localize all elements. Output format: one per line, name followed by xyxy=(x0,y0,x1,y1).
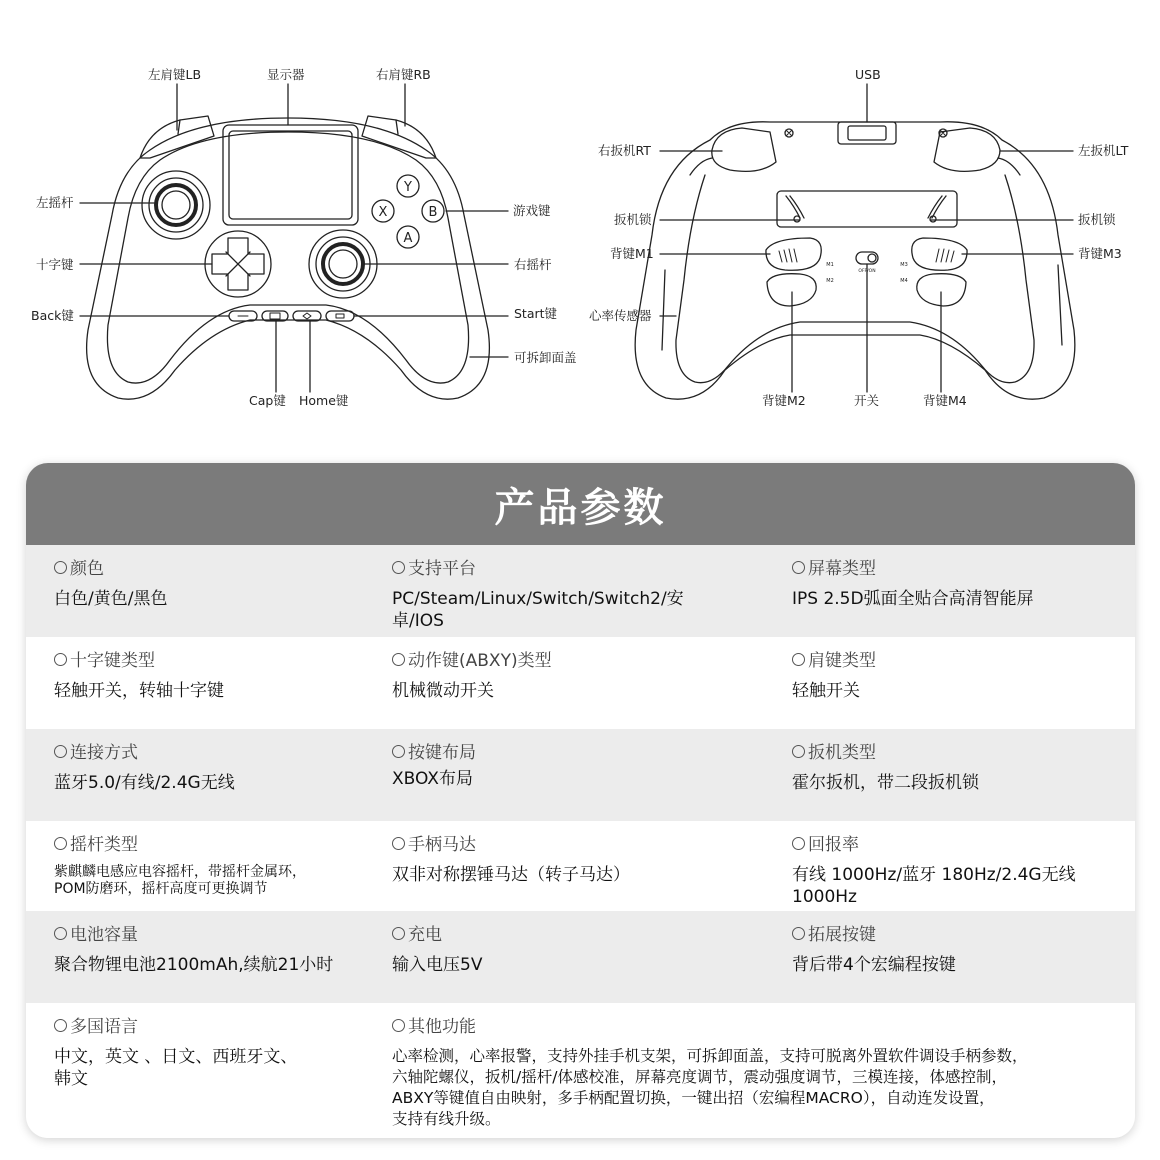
faceplate-label: 可拆卸面盖 xyxy=(514,350,577,365)
circle-bullet-icon xyxy=(792,837,805,850)
spec-label-text: 十字键类型 xyxy=(70,651,155,671)
spec-value: 蓝牙5.0/有线/2.4G无线 xyxy=(54,773,235,793)
spec-value: 霍尔扳机，带二段扳机锁 xyxy=(792,773,979,793)
spec-label-text: 手柄马达 xyxy=(408,835,476,855)
circle-bullet-icon xyxy=(392,653,405,666)
spec-label xyxy=(392,924,732,946)
rb-label: 右肩键RB xyxy=(376,67,431,82)
controller-drawings xyxy=(0,0,1160,430)
home-button-label: Home键 xyxy=(299,393,349,408)
spec-cell xyxy=(792,821,1122,908)
dpad-label: 十字键 xyxy=(36,257,74,272)
circle-bullet-icon xyxy=(54,561,67,574)
trigger-lock-right-label: 扳机锁 xyxy=(1078,212,1116,227)
spec-table xyxy=(26,545,1135,1138)
m1-small-label: M1 xyxy=(826,262,834,268)
power-switch-label: 开关 xyxy=(854,393,880,408)
spec-cell xyxy=(792,911,1122,976)
m4-label: 背键M4 xyxy=(923,393,967,408)
spec-value: 输入电压5V xyxy=(392,955,483,975)
usb-label: USB xyxy=(855,67,881,82)
spec-cell xyxy=(792,637,1122,702)
right-stick-label: 右摇杆 xyxy=(514,257,552,272)
game-keys-label: 游戏键 xyxy=(513,203,551,218)
spec-value: 双非对称摆锤马达（转子马达） xyxy=(392,865,630,885)
start-button-label: Start键 xyxy=(514,306,558,321)
m2-small-label: M2 xyxy=(826,278,834,284)
spec-label xyxy=(392,1016,1092,1038)
spec-value: 白色/黄色/黑色 xyxy=(54,589,168,609)
spec-value: 有线 1000Hz/蓝牙 180Hz/2.4G无线 1000Hz xyxy=(792,865,1076,907)
face-button-a-label: A xyxy=(403,231,413,246)
lt-label: 左扳机LT xyxy=(1078,143,1129,158)
face-button-b-label: B xyxy=(428,205,438,220)
controller-diagram xyxy=(0,0,1160,430)
cap-button-label: Cap键 xyxy=(249,393,286,408)
lb-label: 左肩键LB xyxy=(148,67,202,82)
back-controller xyxy=(635,122,1075,399)
spec-label-text: 充电 xyxy=(408,925,442,945)
face-button-y-label: Y xyxy=(404,180,412,195)
circle-bullet-icon xyxy=(392,745,405,758)
spec-value: 机械微动开关 xyxy=(392,681,494,701)
spec-row xyxy=(26,729,1135,821)
circle-bullet-icon xyxy=(54,837,67,850)
spec-label-text: 支持平台 xyxy=(408,559,476,579)
circle-bullet-icon xyxy=(54,1019,67,1032)
m4-small-label: M4 xyxy=(900,278,908,284)
spec-label xyxy=(54,650,394,672)
spec-value: PC/Steam/Linux/Switch/Switch2/安卓/IOS xyxy=(392,589,684,631)
spec-row xyxy=(26,637,1135,729)
spec-cell xyxy=(54,729,394,794)
spec-label-text: 颜色 xyxy=(70,559,104,579)
spec-value: 背后带4个宏编程按键 xyxy=(792,955,956,975)
back-button-label: Back键 xyxy=(31,308,74,323)
spec-cell xyxy=(392,1003,1092,1130)
spec-label-text: 回报率 xyxy=(808,835,859,855)
spec-label-text: 屏幕类型 xyxy=(808,559,876,579)
spec-cell xyxy=(392,729,732,790)
m3-label: 背键M3 xyxy=(1078,246,1122,261)
spec-label xyxy=(792,650,1122,672)
m1-label: 背键M1 xyxy=(610,246,654,261)
circle-bullet-icon xyxy=(792,561,805,574)
spec-label-text: 肩键类型 xyxy=(808,651,876,671)
spec-row xyxy=(26,821,1135,911)
spec-title: 产品参数 xyxy=(494,484,667,531)
switch-small-label: OFF/ON xyxy=(858,269,876,274)
spec-label-text: 电池容量 xyxy=(70,925,138,945)
spec-label xyxy=(392,558,732,580)
spec-label-text: 拓展按键 xyxy=(808,925,876,945)
left-stick-label: 左摇杆 xyxy=(36,195,74,210)
m3-small-label: M3 xyxy=(900,262,908,268)
spec-label-text: 多国语言 xyxy=(70,1017,138,1037)
spec-value: 中文，英文 、日文、西班牙文、 韩文 xyxy=(54,1047,298,1089)
spec-value: 紫麒麟电感应电容摇杆，带摇杆金属环， POM防磨环，摇杆高度可更换调节 xyxy=(54,864,306,897)
spec-label-text: 动作键(ABXY)类型 xyxy=(408,651,552,671)
front-controller xyxy=(87,116,490,399)
spec-label-text: 其他功能 xyxy=(408,1017,476,1037)
circle-bullet-icon xyxy=(792,653,805,666)
spec-label xyxy=(392,742,732,764)
spec-cell xyxy=(54,1003,394,1090)
spec-value: 轻触开关 xyxy=(792,681,860,701)
spec-row xyxy=(26,1003,1135,1138)
spec-label xyxy=(392,834,732,856)
circle-bullet-icon xyxy=(392,1019,405,1032)
spec-cell xyxy=(392,637,732,702)
spec-label-text: 摇杆类型 xyxy=(70,835,138,855)
spec-value: 聚合物锂电池2100mAh,续航21小时 xyxy=(54,955,334,975)
circle-bullet-icon xyxy=(54,653,67,666)
spec-label-text: 连接方式 xyxy=(70,743,138,763)
spec-value: XBOX布局 xyxy=(392,769,473,789)
spec-value: 轻触开关，转轴十字键 xyxy=(54,681,224,701)
spec-value: 心率检测，心率报警，支持外挂手机支架，可拆卸面盖，支持可脱离外置软件调设手柄参数， 六轴陀螺仪，扳机/摇杆/体感校准，屏幕亮度调节，震动强度调节，三模连接，体感控制， ABXY等键值自由映射，多手柄配置切换，一键出招（宏编程MACRO），自动连发设置， 支持有线升级。 xyxy=(392,1047,1028,1128)
circle-bullet-icon xyxy=(792,927,805,940)
spec-label xyxy=(792,742,1122,764)
circle-bullet-icon xyxy=(392,561,405,574)
spec-label xyxy=(54,924,394,946)
spec-label xyxy=(54,558,394,580)
spec-cell xyxy=(54,911,394,976)
spec-cell xyxy=(792,545,1122,610)
spec-cell xyxy=(54,545,394,610)
spec-row xyxy=(26,545,1135,637)
spec-label xyxy=(792,834,1122,856)
spec-label xyxy=(392,650,732,672)
spec-cell xyxy=(392,911,732,976)
spec-label xyxy=(54,1016,394,1038)
spec-cell xyxy=(392,821,732,886)
spec-label xyxy=(54,742,394,764)
spec-label-text: 按键布局 xyxy=(408,743,476,763)
spec-row xyxy=(26,911,1135,1003)
spec-label xyxy=(792,924,1122,946)
spec-label-text: 扳机类型 xyxy=(808,743,876,763)
circle-bullet-icon xyxy=(392,837,405,850)
spec-label xyxy=(54,834,394,856)
heart-sensor-label: 心率传感器 xyxy=(589,308,652,323)
spec-cell xyxy=(392,545,732,632)
spec-header xyxy=(26,463,1135,545)
spec-cell xyxy=(54,821,394,898)
rt-label: 右扳机RT xyxy=(598,143,651,158)
spec-card xyxy=(26,463,1135,1138)
spec-cell xyxy=(54,637,394,702)
spec-cell xyxy=(792,729,1122,794)
trigger-lock-left-label: 扳机锁 xyxy=(614,212,652,227)
circle-bullet-icon xyxy=(792,745,805,758)
spec-label xyxy=(792,558,1122,580)
spec-value: IPS 2.5D弧面全贴合高清智能屏 xyxy=(792,589,1034,609)
m2-label: 背键M2 xyxy=(762,393,806,408)
screen-label: 显示器 xyxy=(267,67,305,82)
circle-bullet-icon xyxy=(54,745,67,758)
face-button-x-label: X xyxy=(378,205,388,220)
circle-bullet-icon xyxy=(392,927,405,940)
circle-bullet-icon xyxy=(54,927,67,940)
